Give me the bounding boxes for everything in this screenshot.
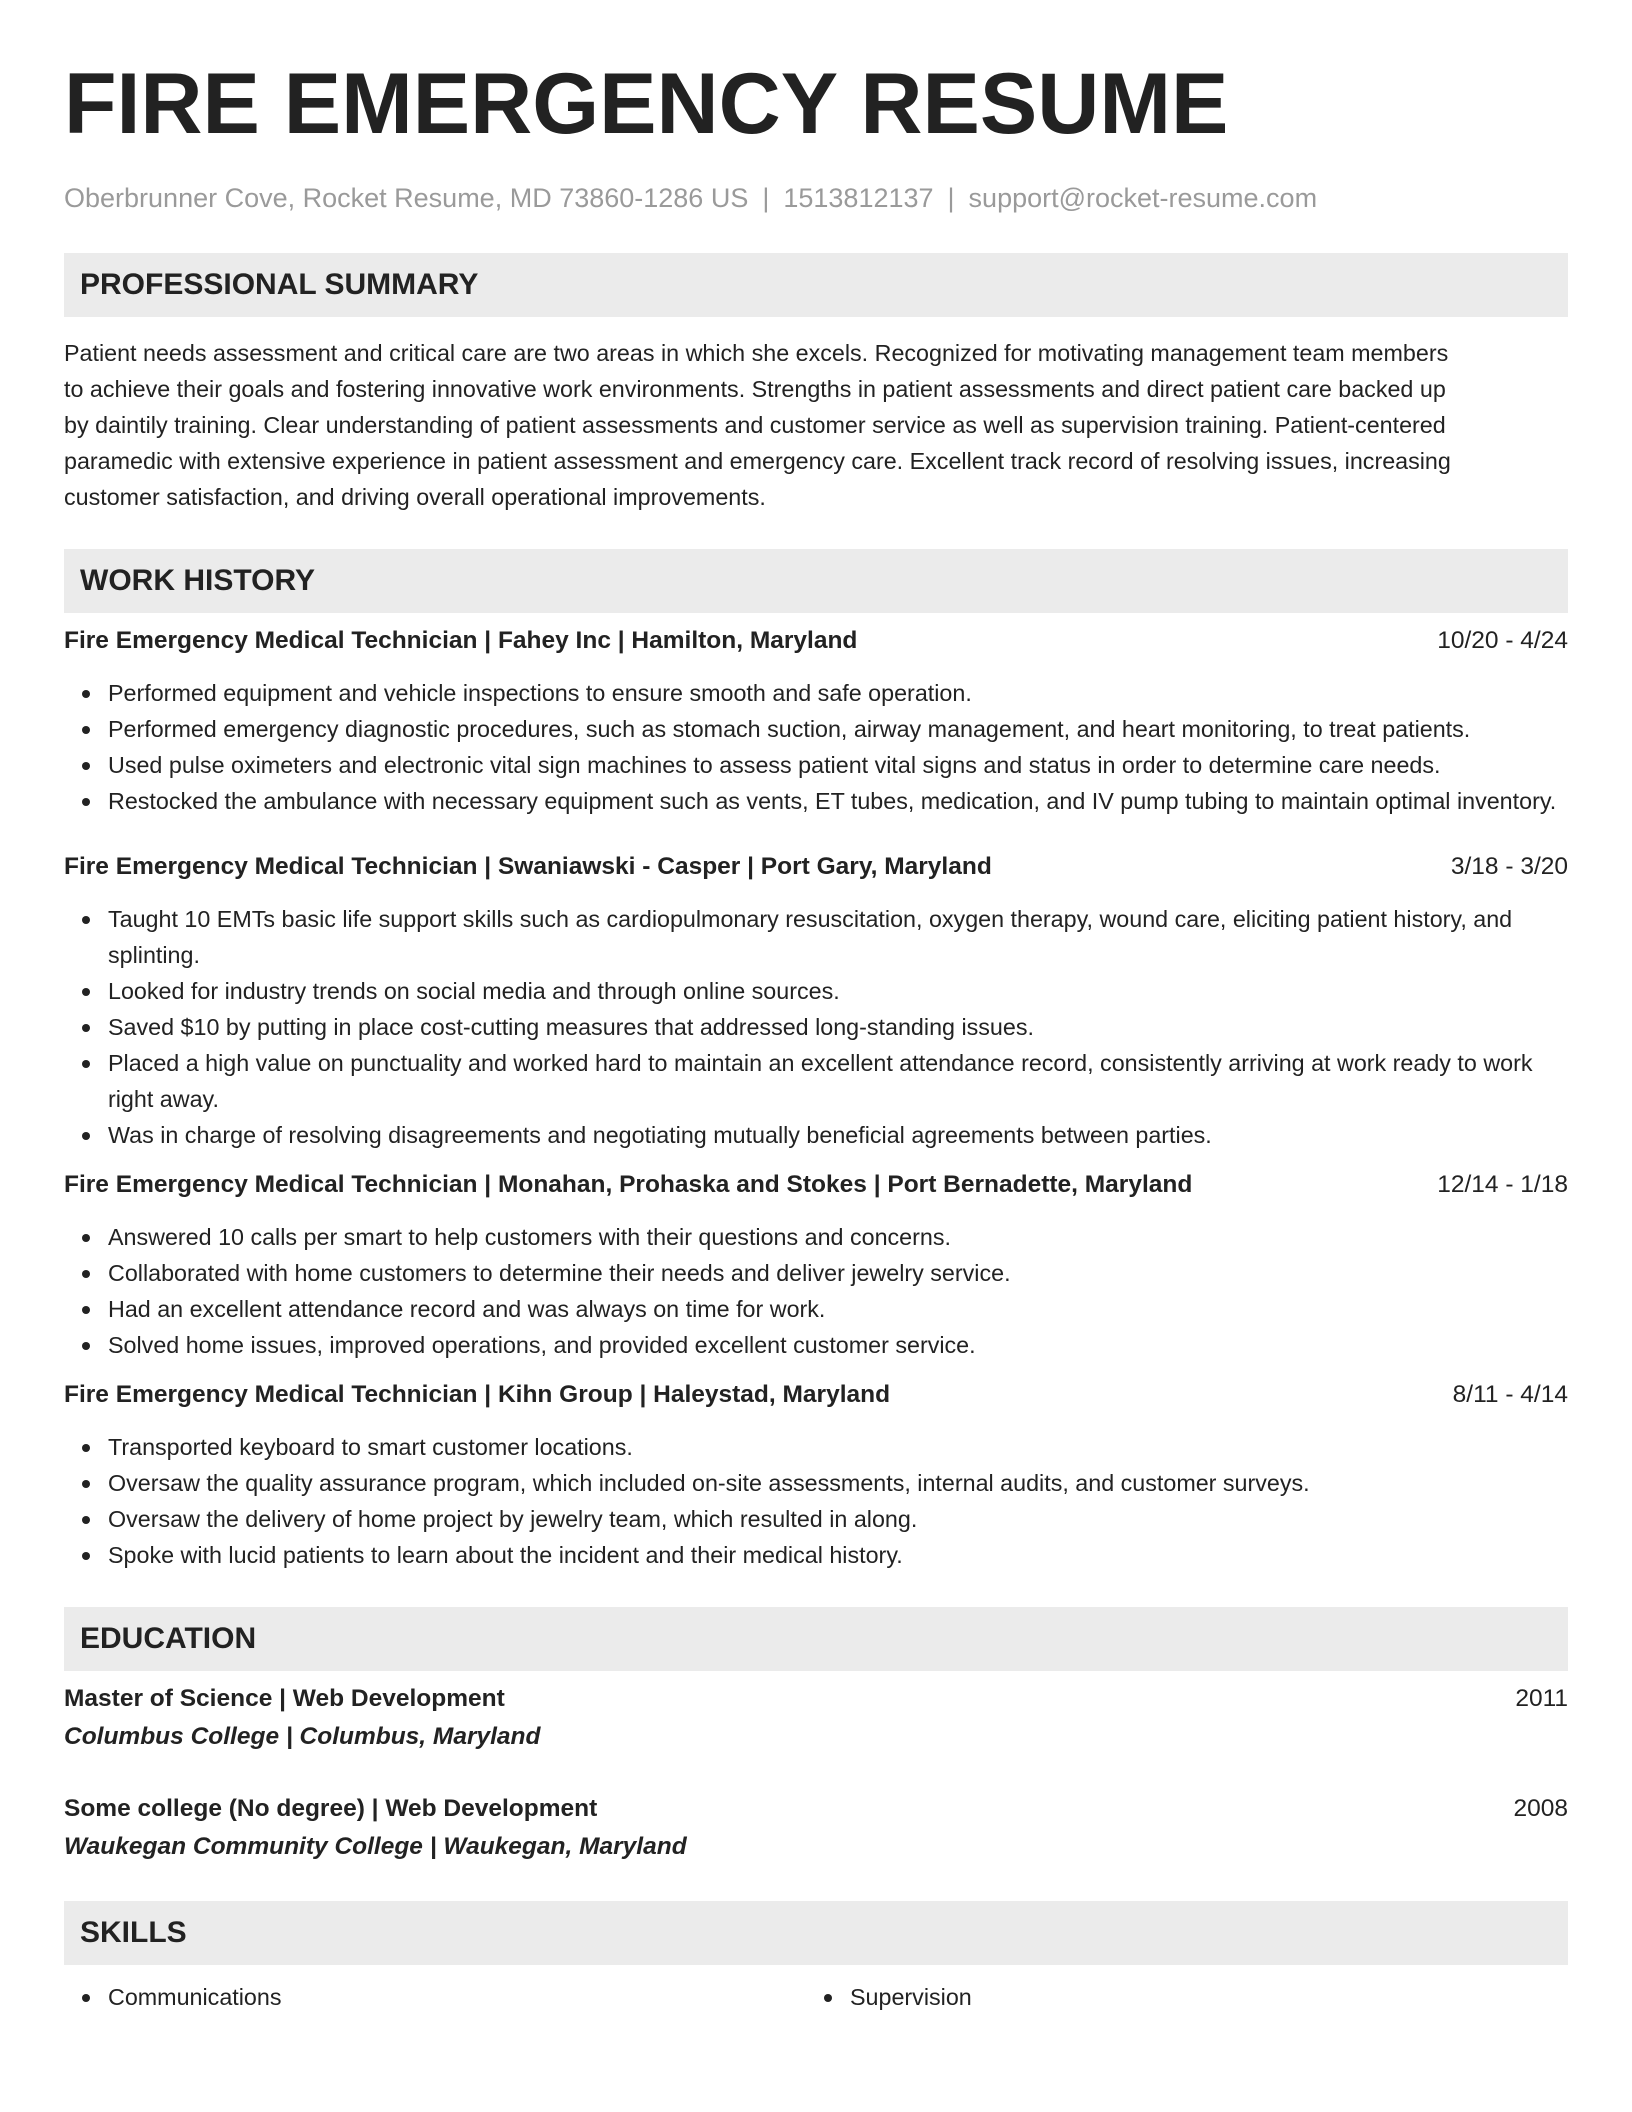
job-bullet <box>108 1255 1568 1291</box>
bullet-dot <box>82 762 90 770</box>
skills-grid <box>64 1979 1568 2015</box>
job-bullet-text: Restocked the ambulance with necessary equipment such as vents, ET tubes, medication, and IV pump tubing to maintain optimal inventory. <box>108 788 1557 814</box>
bullet-dot <box>82 1306 90 1314</box>
job-bullet-text: Oversaw the quality assurance program, which included on-site assessments, internal audits, and customer surveys. <box>108 1470 1310 1496</box>
job-bullet <box>108 973 1568 1009</box>
bullet-dot <box>82 1480 90 1488</box>
education-year: 2008 <box>1513 1795 1568 1822</box>
job-bullet-text: Performed equipment and vehicle inspections to ensure smooth and safe operation. <box>108 680 972 706</box>
summary-text <box>64 335 1568 515</box>
bullet-dot <box>82 1342 90 1350</box>
job-header <box>64 623 1568 659</box>
job-header <box>64 1167 1568 1203</box>
job-bullet-text: Looked for industry trends on social media and through online sources. <box>108 978 840 1004</box>
job-bullets <box>64 901 1568 1153</box>
job-bullet <box>108 1501 1568 1537</box>
job-bullet-text: Saved $10 by putting in place cost-cutting measures that addressed long-standing issues. <box>108 1014 1034 1040</box>
job-dates: 12/14 - 1/18 <box>1437 1171 1568 1198</box>
summary-line: to achieve their goals and fostering innovative work environments. Strengths in patient assessments and direct patient care backed up <box>64 376 1446 402</box>
job-dates: 3/18 - 3/20 <box>1450 853 1568 880</box>
bullet-dot <box>82 1444 90 1452</box>
job-bullet-text: Oversaw the delivery of home project by jewelry team, which resulted in along. <box>108 1506 918 1532</box>
resume-title: FIRE EMERGENCY RESUME <box>64 56 1229 152</box>
job-bullet <box>108 1465 1568 1501</box>
bullet-dot <box>82 988 90 996</box>
bullet-dot <box>82 1132 90 1140</box>
bullet-dot <box>82 916 90 924</box>
job-header <box>64 1377 1568 1413</box>
job-bullet-text: Spoke with lucid patients to learn about the incident and their medical history. <box>108 1542 903 1568</box>
education-entry <box>64 1681 1568 1755</box>
job-bullet <box>108 1045 1568 1117</box>
contact-separator: | <box>762 183 770 213</box>
skill-item <box>108 1979 806 2015</box>
bullet-dot <box>82 1552 90 1560</box>
job-bullet-text: Was in charge of resolving disagreements and negotiating mutually beneficial agreements between parties. <box>108 1122 1212 1148</box>
job-bullet <box>108 1219 1568 1255</box>
contact-phone: 1513812137 <box>783 183 934 213</box>
job-bullet-text: Used pulse oximeters and electronic vital sign machines to assess patient vital signs and status in order to determine care needs. <box>108 752 1441 778</box>
job-dates: 10/20 - 4/24 <box>1437 627 1568 654</box>
job-entry <box>64 849 1568 1153</box>
skill-item <box>850 1979 1548 2015</box>
work-section-header: WORK HISTORY <box>64 549 1568 613</box>
job-bullet <box>108 711 1568 747</box>
education-degree: Some college (No degree) | Web Development <box>64 1795 598 1822</box>
job-bullet <box>108 675 1568 711</box>
bullet-dot <box>82 1270 90 1278</box>
job-entry <box>64 1167 1568 1363</box>
summary-line: by daintily training. Clear understanding of patient assessments and customer service as well as supervision training. Patient-centered <box>64 412 1446 438</box>
bullet-dot <box>82 690 90 698</box>
contact-address: Oberbrunner Cove, Rocket Resume, MD 73860-1286 US <box>64 183 749 213</box>
skills-section-header: SKILLS <box>64 1901 1568 1965</box>
job-header <box>64 849 1568 885</box>
job-bullet <box>108 901 1568 973</box>
education-section-header: EDUCATION <box>64 1607 1568 1671</box>
job-bullet-text: Had an excellent attendance record and was always on time for work. <box>108 1296 826 1322</box>
education-degree: Master of Science | Web Development <box>64 1685 505 1712</box>
skill-text: Supervision <box>850 1984 972 2010</box>
job-entry <box>64 623 1568 819</box>
bullet-dot <box>82 798 90 806</box>
job-title: Fire Emergency Medical Technician | Kihn Group | Haleystad, Maryland <box>64 1381 891 1408</box>
education-year: 2011 <box>1515 1685 1568 1712</box>
job-bullet <box>108 1327 1568 1363</box>
job-bullet <box>108 783 1568 819</box>
job-bullets <box>64 1429 1568 1573</box>
bullet-dot <box>82 1994 90 2002</box>
job-bullet <box>108 1117 1568 1153</box>
job-title: Fire Emergency Medical Technician | Fahey Inc | Hamilton, Maryland <box>64 627 858 654</box>
bullet-dot <box>82 1024 90 1032</box>
job-bullet <box>108 1009 1568 1045</box>
job-title: Fire Emergency Medical Technician | Monahan, Prohaska and Stokes | Port Bernadette, Maryland <box>64 1171 1193 1198</box>
education-school: Waukegan Community College | Waukegan, Maryland <box>64 1833 687 1860</box>
education-header <box>64 1791 1568 1827</box>
contact-line <box>64 180 1568 216</box>
contact-separator: | <box>947 183 955 213</box>
job-bullet-text: Transported keyboard to smart customer locations. <box>108 1434 633 1460</box>
job-bullet-text: Answered 10 calls per smart to help customers with their questions and concerns. <box>108 1224 951 1250</box>
skills-column-left <box>64 1979 806 2015</box>
job-bullet-text: Solved home issues, improved operations, and provided excellent customer service. <box>108 1332 976 1358</box>
education-header <box>64 1681 1568 1717</box>
contact-email: support@rocket-resume.com <box>968 183 1318 213</box>
bullet-dot <box>824 1994 832 2002</box>
job-bullet <box>108 1537 1568 1573</box>
skills-list <box>64 1979 806 2015</box>
job-title: Fire Emergency Medical Technician | Swaniawski - Casper | Port Gary, Maryland <box>64 853 992 880</box>
summary-line: customer satisfaction, and driving overall operational improvements. <box>64 484 766 510</box>
job-bullet <box>108 1429 1568 1465</box>
bullet-dot <box>82 726 90 734</box>
skill-text: Communications <box>108 1984 282 2010</box>
job-bullets <box>64 675 1568 819</box>
bullet-dot <box>82 1234 90 1242</box>
resume-page <box>64 0 1568 2015</box>
summary-line: paramedic with extensive experience in patient assessment and emergency care. Excellent track record of resolving issues, increasing <box>64 448 1451 474</box>
bullet-dot <box>82 1516 90 1524</box>
job-bullets <box>64 1219 1568 1363</box>
job-dates: 8/11 - 4/14 <box>1452 1381 1568 1408</box>
bullet-dot <box>82 1060 90 1068</box>
education-entry <box>64 1791 1568 1865</box>
job-bullet-text: Performed emergency diagnostic procedures, such as stomach suction, airway management, and heart monitoring, to treat patients. <box>108 716 1471 742</box>
job-bullet-text: Collaborated with home customers to determine their needs and deliver jewelry service. <box>108 1260 1011 1286</box>
skills-column-right <box>806 1979 1548 2015</box>
summary-section-header: PROFESSIONAL SUMMARY <box>64 253 1568 317</box>
education-school: Columbus College | Columbus, Maryland <box>64 1723 541 1750</box>
job-entry <box>64 1377 1568 1573</box>
skills-list <box>806 1979 1548 2015</box>
job-bullet-text: Taught 10 EMTs basic life support skills such as cardiopulmonary resuscitation, oxygen therapy, wound care, eliciting patient history, and splinting. <box>108 906 1513 968</box>
job-bullet-text: Placed a high value on punctuality and worked hard to maintain an excellent attendance record, consistently arriving at work ready to work right away. <box>108 1050 1533 1112</box>
job-bullet <box>108 747 1568 783</box>
job-bullet <box>108 1291 1568 1327</box>
summary-line: Patient needs assessment and critical care are two areas in which she excels. Recognized for motivating management team members <box>64 340 1449 366</box>
